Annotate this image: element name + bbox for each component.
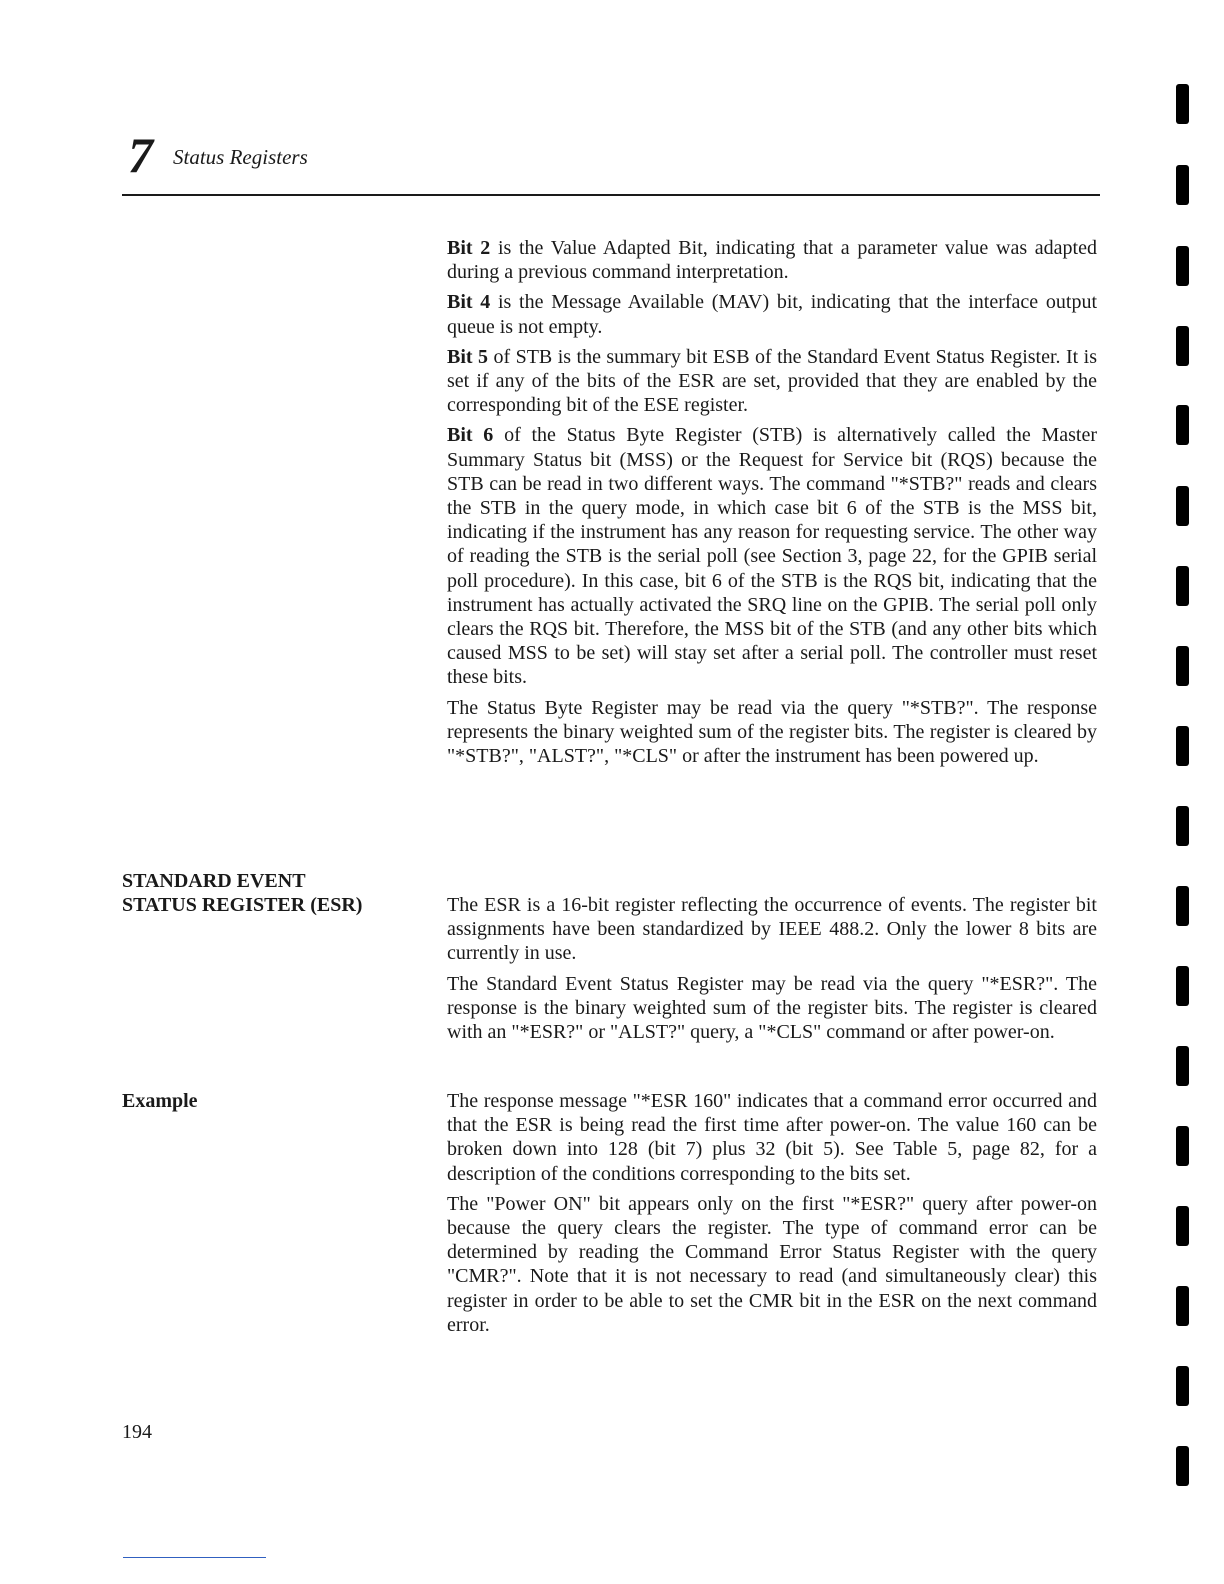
paragraph-text: is the Value Adapted Bit, indicating that a parameter value was adapted during a previous command interpretation. — [447, 237, 1097, 284]
esr-heading-line2: STATUS REGISTER (ESR) — [122, 894, 363, 916]
chapter-title: Status Registers — [173, 145, 308, 169]
paragraph-bit-5 — [447, 345, 1097, 418]
edge-mark — [1176, 1126, 1189, 1166]
paragraph-example-power-on: The "Power ON" bit appears only on the first "*ESR?" query after power-on because the query clears the register. The type of command error can be determined by reading the Command Error Status Register with the query "CMR?". Note that it is not necessary to read (and simultaneously clear) this register in order to be able to set the CMR bit in the ESR on the next command error. — [447, 1192, 1097, 1336]
paragraph-stb-read: The Status Byte Register may be read via the query "*STB?". The response represents the binary weighted sum of the register bits. The register is cleared by "*STB?", "ALST?", "*CLS" or after the instrument has been powered up. — [447, 696, 1097, 768]
bit-label: Bit 2 — [447, 237, 491, 259]
edge-mark — [1176, 326, 1189, 366]
status-byte-section — [447, 236, 1097, 774]
esr-section — [447, 893, 1097, 1050]
edge-mark — [1176, 966, 1189, 1006]
paragraph-bit-4 — [447, 290, 1097, 338]
edge-mark — [1176, 246, 1189, 286]
example-heading: Example — [122, 1090, 198, 1112]
header-rule — [122, 194, 1100, 196]
esr-heading-line1: STANDARD EVENT — [122, 870, 306, 892]
example-section — [447, 1089, 1097, 1343]
paragraph-text: of STB is the summary bit ESB of the Standard Event Status Register. It is set if any of the bits of the ESR are set, provided that they are enabled by the corresponding bit of the ESE register. — [447, 345, 1097, 417]
bit-label: Bit 5 — [447, 345, 489, 368]
edge-mark — [1176, 886, 1189, 926]
page-number: 194 — [122, 1421, 152, 1443]
paragraph-bit-2 — [447, 236, 1097, 284]
chapter-number: 7 — [128, 127, 153, 183]
esr-heading — [122, 869, 362, 917]
paragraph-esr-read: The Standard Event Status Register may be read via the query "*ESR?". The response is the binary weighted sum of the register bits. The register is cleared with an "*ESR?" or "ALST?" query, a "*CLS" command or after power-on. — [447, 972, 1097, 1044]
bit-label: Bit 6 — [447, 424, 494, 447]
paragraph-esr-intro: The ESR is a 16-bit register reflecting the occurrence of events. The register bit assignments have been standardized by IEEE 488.2. Only the lower 8 bits are currently in use. — [447, 894, 1097, 965]
edge-mark — [1176, 165, 1189, 205]
edge-mark — [1176, 566, 1189, 606]
edge-mark — [1176, 646, 1189, 686]
paragraph-example-response: The response message "*ESR 160" indicates that a command error occurred and that the ESR is being read the first time after power-on. The value 160 can be broken down into 128 (bit 7) plus 32 (bit 5). See Table 5, page 82, for a description of the conditions corresponding to the bits set. — [447, 1090, 1097, 1185]
edge-mark — [1176, 405, 1189, 445]
paragraph-text: of the Status Byte Register (STB) is alternatively called the Master Summary Status bit (MSS) or the Request for Service bit (RQS) because the STB can be read in two different ways. The command "*STB?" reads and clears the STB in the query mode, in which case bit 6 of the STB is the MSS bit, indicating if the instrument has any reason for requesting service. The other way of reading the STB is the serial poll (see Section 3, page 22, for the GPIB serial poll procedure). In this case, bit 6 of the STB is the RQS bit, indicating that the instrument has actually activated the SRQ line on the GPIB. The serial poll only clears the RQS bit. Therefore, the MSS bit of the STB (and any other bits which caused MSS to be set) will stay set after a serial poll. The controller must reset these bits. — [447, 424, 1097, 689]
edge-marks — [1176, 0, 1190, 1584]
edge-mark — [1176, 806, 1189, 846]
edge-mark — [1176, 1366, 1189, 1406]
edge-mark — [1176, 726, 1189, 766]
edge-mark — [1176, 1206, 1189, 1246]
paragraph-text: is the Message Available (MAV) bit, indicating that the interface output queue is not empty. — [447, 291, 1097, 338]
bit-label: Bit 4 — [447, 291, 491, 314]
edge-mark — [1176, 486, 1189, 526]
edge-mark — [1176, 1046, 1189, 1086]
edge-mark — [1176, 84, 1189, 124]
edge-mark — [1176, 1446, 1189, 1486]
footer-line — [123, 1557, 266, 1558]
paragraph-bit-6 — [447, 423, 1097, 689]
edge-mark — [1176, 1286, 1189, 1326]
